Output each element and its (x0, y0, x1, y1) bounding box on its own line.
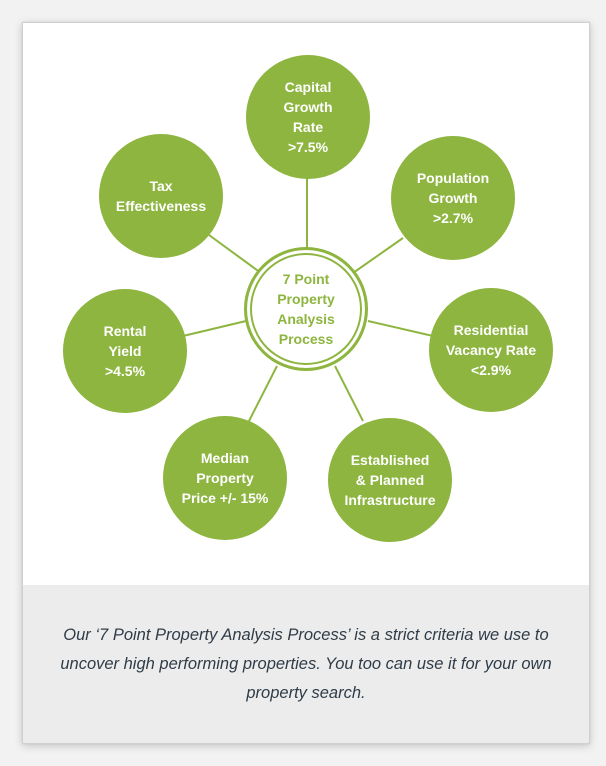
connector-rental-yield (183, 321, 246, 336)
connector-population-growth (353, 238, 403, 273)
center-node-analysis-process: 7 Point Property Analysis Process (244, 247, 368, 371)
node-capital-growth-rate: Capital Growth Rate >7.5% (246, 55, 370, 179)
connector-infrastructure (335, 366, 363, 421)
connector-vacancy-rate (368, 321, 433, 336)
infographic-card (22, 22, 590, 744)
connector-tax-effectiveness (209, 235, 261, 273)
node-median-property-price: Median Property Price +/- 15% (163, 416, 287, 540)
analysis-diagram (23, 23, 589, 585)
node-population-growth: Population Growth >2.7% (391, 136, 515, 260)
node-established-infrastructure: Established & Planned Infrastructure (328, 418, 452, 542)
caption-panel (23, 585, 589, 743)
node-tax-effectiveness: Tax Effectiveness (99, 134, 223, 258)
connector-median-price (249, 366, 277, 421)
node-residential-vacancy-rate: Residential Vacancy Rate <2.9% (429, 288, 553, 412)
node-rental-yield: Rental Yield >4.5% (63, 289, 187, 413)
caption-text: Our ‘7 Point Property Analysis Process’ is a strict criteria we use to uncover high performing properties. You too can use it for your own property search. (60, 625, 552, 702)
